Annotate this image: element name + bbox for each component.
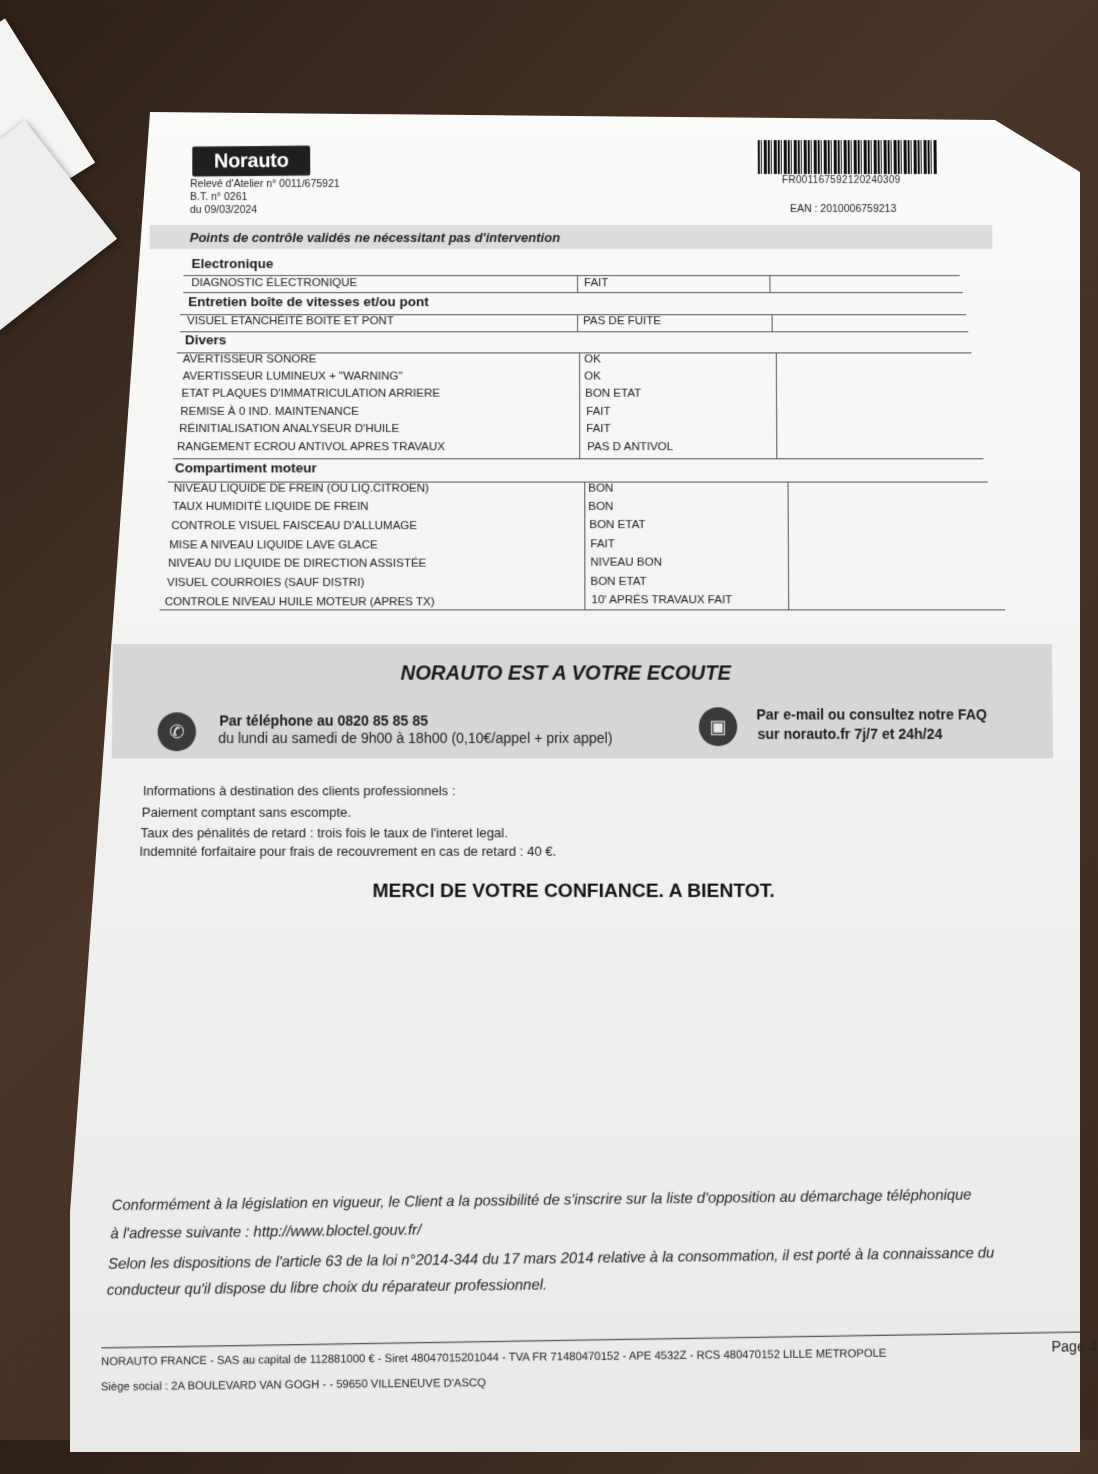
divider <box>183 292 963 293</box>
row-label: AVERTISSEUR LUMINEUX + "WARNING" <box>182 370 403 383</box>
row-label: TAUX HUMIDITÉ LIQUIDE DE FREIN <box>172 500 369 513</box>
footer-divider <box>101 1331 1093 1348</box>
row-label: CONTROLE VISUEL FAISCEAU D'ALLUMAGE <box>171 520 418 533</box>
row-label: ETAT PLAQUES D'IMMATRICULATION ARRIERE <box>181 387 440 400</box>
row-label: REMISE À 0 IND. MAINTENANCE <box>180 405 359 418</box>
phone-icon: ✆ <box>157 712 196 751</box>
column-divider <box>772 315 773 332</box>
divider <box>183 275 959 276</box>
row-label: CONTROLE NIVEAU HUILE MOTEUR (APRES TX) <box>164 596 435 609</box>
column-divider <box>584 483 585 611</box>
divider <box>173 458 984 459</box>
column-divider <box>776 353 778 458</box>
row-label: NIVEAU LIQUIDE DE FREIN (OU LIQ.CITROEN) <box>173 482 429 495</box>
row-value: OK <box>584 370 601 383</box>
row-value: FAIT <box>584 277 609 290</box>
footer-company: NORAUTO FRANCE - SAS au capital de 112881000 € - Siret 48047015201044 - TVA FR 71480470152 - APE 4532Z - RCS 480470152 LILLE METROPOLE <box>101 1347 887 1369</box>
pro-info-line: Informations à destination des clients professionnels : <box>142 782 456 799</box>
barcode-number: FR001167592120240309 <box>781 175 901 187</box>
section-title-electronique: Electronique <box>191 256 274 272</box>
row-value: NIVEAU BON <box>590 556 662 569</box>
row-label: NIVEAU DU LIQUIDE DE DIRECTION ASSISTÉE <box>168 557 427 570</box>
row-value: FAIT <box>590 538 615 551</box>
contact-title: NORAUTO EST A VOTRE ECOUTE <box>400 662 732 685</box>
releve-number: Relevé d'Atelier n° 0011/675921 <box>190 178 340 191</box>
row-value: OK <box>584 353 601 366</box>
section-title-compartiment-moteur: Compartiment moteur <box>174 460 317 476</box>
laptop-icon: ▣ <box>699 707 738 746</box>
pro-info-line: Paiement comptant sans escompte. <box>141 804 352 820</box>
norauto-logo: Norauto <box>192 145 310 176</box>
contact-phone: Par téléphone au 0820 85 85 85 <box>219 712 428 729</box>
contact-web-hours: sur norauto.fr 7j/7 et 24h/24 <box>757 725 943 743</box>
legal-line: Conformément à la législation en vigueur, le Client a la possibilité de s'inscrire sur la liste d'opposition au démarchage téléphonique <box>111 1186 972 1215</box>
row-value: PAS DE FUITE <box>583 315 662 328</box>
contact-hours: du lundi au samedi de 9h00 à 18h00 (0,10€/appel + prix appel) <box>218 729 613 747</box>
legal-line: Selon les dispositions de l'article 63 de la loi n°2014-344 du 17 mars 2014 relative à la consommation, il est porté à la connaissance du <box>108 1245 995 1273</box>
thanks-message: MERCI DE VOTRE CONFIANCE. A BIENTOT. <box>372 880 775 903</box>
page-number: Page 4 <box>1051 1337 1098 1355</box>
divider <box>180 331 968 332</box>
document-content <box>0 1 1098 1474</box>
row-label: VISUEL COURROIES (SAUF DISTRI) <box>166 576 365 590</box>
row-value: FAIT <box>586 422 611 436</box>
divider <box>160 609 1006 610</box>
contact-web: Par e-mail ou consultez notre FAQ <box>756 706 987 723</box>
pro-info-line: Indemnité forfaitaire pour frais de recouvrement en cas de retard : 40 €. <box>139 843 557 859</box>
barcode <box>758 140 938 174</box>
row-value: BON <box>588 482 614 495</box>
legal-line: à l'adresse suivante : http://www.bloctel.gouv.fr/ <box>110 1221 422 1243</box>
row-value: BON ETAT <box>585 387 642 400</box>
column-divider <box>577 315 578 332</box>
footer-address: Siège social : 2A BOULEVARD VAN GOGH - - 59650 VILLENEUVE D'ASCQ <box>100 1376 486 1394</box>
column-divider <box>579 353 580 458</box>
row-value: PAS D ANTIVOL <box>587 441 674 454</box>
row-value: BON ETAT <box>590 575 647 589</box>
ean-number: EAN : 2010006759213 <box>790 202 897 215</box>
column-divider <box>788 483 790 611</box>
row-value: 10' APRÉS TRAVAUX FAIT <box>591 594 733 607</box>
column-divider <box>577 276 578 293</box>
document-date: du 09/03/2024 <box>189 203 258 216</box>
row-label: DIAGNOSTIC ÉLECTRONIQUE <box>191 277 358 290</box>
section-title-divers: Divers <box>184 332 227 348</box>
band-title: Points de contrôle validés ne nécessitant pas d'intervention <box>189 230 561 246</box>
pro-info-line: Taux des pénalités de retard : trois fois le taux de l'interet legal. <box>140 825 508 841</box>
row-value: BON <box>588 500 614 513</box>
row-value: BON ETAT <box>589 519 646 532</box>
section-title-boite-vitesses: Entretien boîte de vitesses et/ou pont <box>188 294 429 310</box>
row-label: MISE A NIVEAU LIQUIDE LAVE GLACE <box>169 539 378 552</box>
legal-line: conducteur qu'il dispose du libre choix du réparateur professionnel. <box>106 1276 548 1300</box>
row-label: AVERTISSEUR SONORE <box>182 353 317 366</box>
row-label: RANGEMENT ECROU ANTIVOL APRES TRAVAUX <box>177 441 445 454</box>
column-divider <box>769 276 770 293</box>
row-value: FAIT <box>586 405 611 418</box>
bt-number: B.T. n° 0261 <box>189 191 248 203</box>
row-label: VISUEL ETANCHÉITÉ BOITE ET PONT <box>187 315 394 328</box>
row-label: RÉINITIALISATION ANALYSEUR D'HUILE <box>179 422 400 436</box>
